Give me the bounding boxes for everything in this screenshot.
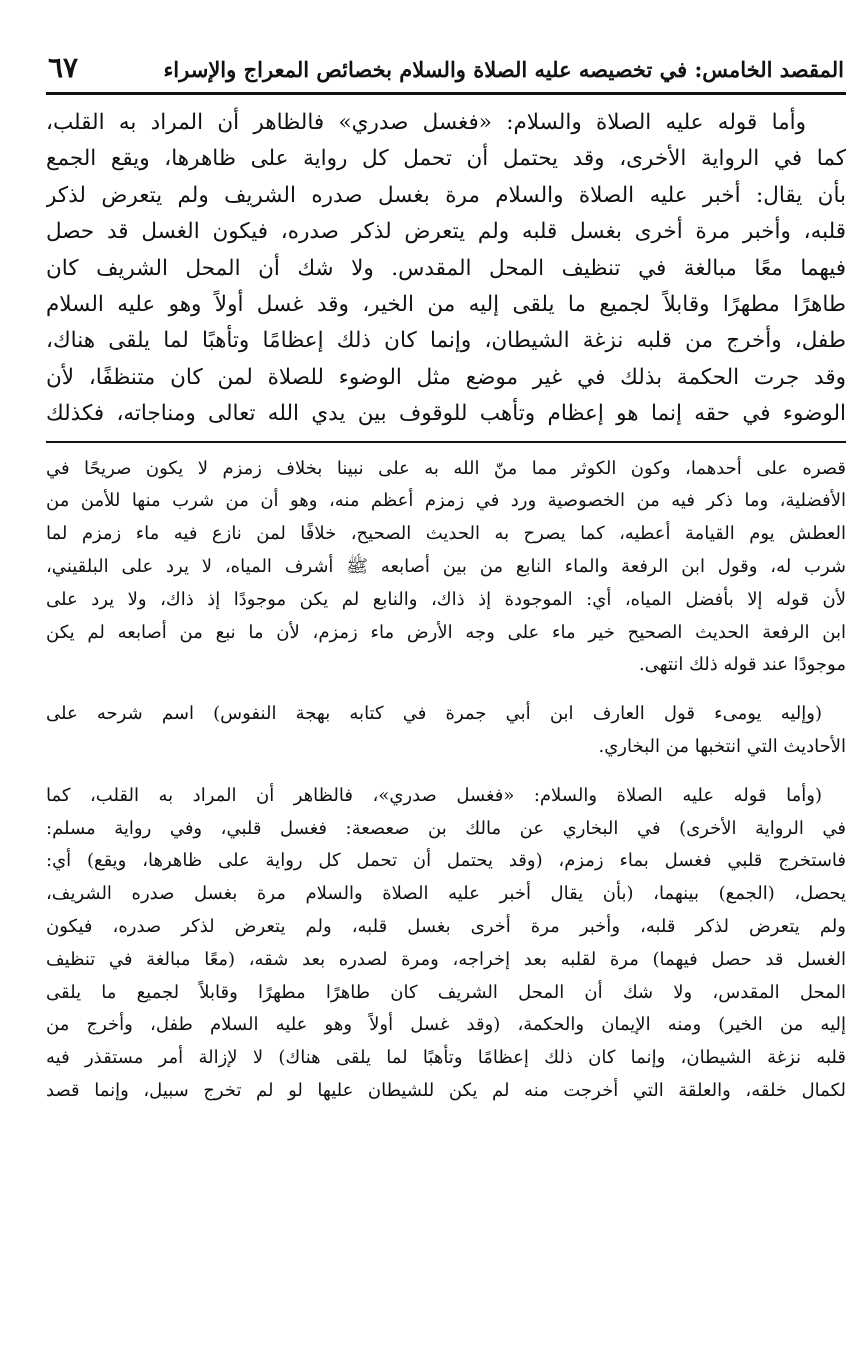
commentary-line: الأحاديث التي انتخبها من البخاري.	[598, 736, 846, 758]
commentary-line: قصره على أحدهما، وكون الكوثر مما منّ الله به على نبينا بخلاف زمزم لا يكون صريحًا في	[46, 457, 846, 479]
commentary-line: الأفضلية، وما ذكر فيه من الخصوصية ورد في زمزم أعظم منه، وهو أن من شرب منها للأمن من	[46, 490, 846, 512]
commentary-line: الغسل قد حصل فيهما) مرة لقلبه بعد إخراجه، ومرة لصدره بعد شقه، (معًا مبالغة في تنظيف	[46, 948, 846, 970]
commentary-paragraph-1	[46, 453, 846, 683]
commentary-line: (وأما قوله عليه الصلاة والسلام: «فغسل صدري»، فالظاهر أن المراد به القلب، كما	[46, 784, 822, 806]
commentary-line: ولم يتعرض لذكر قلبه، وأخبر مرة أخرى بغسل قلبه، ولم يتعرض لذكر صدره، فيكون	[46, 916, 846, 938]
main-line: قلبه، وأخبر مرة أخرى بغسل قلبه ولم يتعرض لذكر صدره، فيكون الغسل قد حصل	[46, 219, 846, 245]
commentary-paragraph-3	[46, 780, 846, 1108]
header-title: المقصد الخامس: في تخصيصه عليه الصلاة والسلام بخصائص المعراج والإسراء	[163, 57, 844, 82]
commentary-line: في الرواية الأخرى) في البخاري عن مالك بن صعصعة: فغسل قلبي، وفي رواية مسلم:	[46, 817, 846, 839]
main-line: فيهما معًا مبالغة في تنظيف المحل المقدس. ولا شك أن المحل الشريف كان	[46, 255, 846, 281]
commentary-paragraph-2	[46, 698, 846, 764]
commentary-line: يحصل، (الجمع) بينهما، (بأن يقال أخبر عليه الصلاة والسلام مرة بغسل صدره الشريف،	[46, 883, 846, 905]
commentary-line: موجودًا عند قوله ذلك انتهى.	[638, 654, 846, 676]
commentary-line: لأن قوله إلا بأفضل المياه، أي: الموجودة إذ ذاك، والنابع لم يكن موجودًا إذ ذاك، ولا يرد على	[46, 588, 846, 610]
commentary-line: (وإليه يومىء قول العارف ابن أبي جمرة في كتابه بهجة النفوس) اسم شرحه على	[46, 703, 823, 725]
commentary-line: قلبه نزغة الشيطان، وإنما كان ذلك إعظامًا وتأهبًا لما يلقى هناك) لا لإزالة أمر مستقذر فيه	[46, 1047, 846, 1069]
commentary-line: فاستخرج قلبي فغسل بماء زمزم، (وقد يحتمل أن تحمل كل رواية على ظاهرها، ويقع) أي:	[46, 850, 846, 872]
commentary-line: شرب له، وقول ابن الرفعة والماء النابع من بين أصابعه ﷺ أشرف المياه، لا يرد على البلقيني،	[46, 556, 846, 578]
page-number: ٦٧	[48, 51, 79, 84]
header-rule	[46, 92, 846, 95]
commentary-line: المحل المقدس، ولا شك أن المحل الشريف كان طاهرًا مطهرًا وقابلاً لجميع ما يلقى	[46, 981, 846, 1003]
main-line: وأما قوله عليه الصلاة والسلام: «فغسل صدري» فالظاهر أن المراد به القلب،	[46, 110, 806, 135]
book-page	[46, 48, 846, 1364]
commentary-line: ابن الرفعة الحديث الصحيح خير ماء على وجه الأرض ماء زمزم، لأن ما نبع من أصابعه لم يكن	[46, 621, 846, 643]
commentary-line: إليه من الخير) ومنه الإيمان والحكمة، (وقد غسل أولاً وهو عليه السلام طفل، وأخرج من	[46, 1014, 846, 1036]
paragraph-gap	[46, 682, 846, 698]
paragraph-gap	[46, 764, 846, 780]
main-line: طاهرًا مطهرًا وقابلاً لجميع ما يلقى إليه من الخير، وقد غسل أولاً وهو عليه السلام	[46, 292, 846, 318]
running-header	[46, 48, 846, 90]
commentary	[46, 453, 846, 1108]
main-line: طفل، وأخرج من قلبه نزغة الشيطان، وإنما كان ذلك إعظامًا وتأهبًا لما يلقى هناك،	[46, 328, 846, 354]
commentary-line: لكمال خلقه، والعلقة التي أخرجت منه لم يكن للشيطان عليها لو لم تخرج سبيل، وإنما قصد	[46, 1080, 846, 1101]
main-line: كما في الرواية الأخرى، وقد يحتمل أن تحمل كل رواية على ظاهرها، ويقع الجمع	[46, 146, 846, 172]
main-line: بأن يقال: أخبر عليه الصلاة والسلام مرة بغسل صدره الشريف ولم يتعرض لذكر	[46, 182, 846, 208]
main-text	[46, 105, 846, 433]
commentary-divider	[46, 441, 846, 443]
main-line: وقد جرت الحكمة بذلك في غير موضع مثل الوضوء للصلاة لمن كان متنظفًا، لأن	[46, 364, 846, 390]
main-line: الوضوء في حقه إنما هو إعظام وتأهب للوقوف بين يدي الله تعالى ومناجاته، فكذلك	[46, 401, 846, 427]
commentary-line: العطش يوم القيامة أعطيه، كما يصرح به الحديث الصحيح، خلافًا لمن نازع فيه ماء زمزم لما	[46, 523, 846, 545]
